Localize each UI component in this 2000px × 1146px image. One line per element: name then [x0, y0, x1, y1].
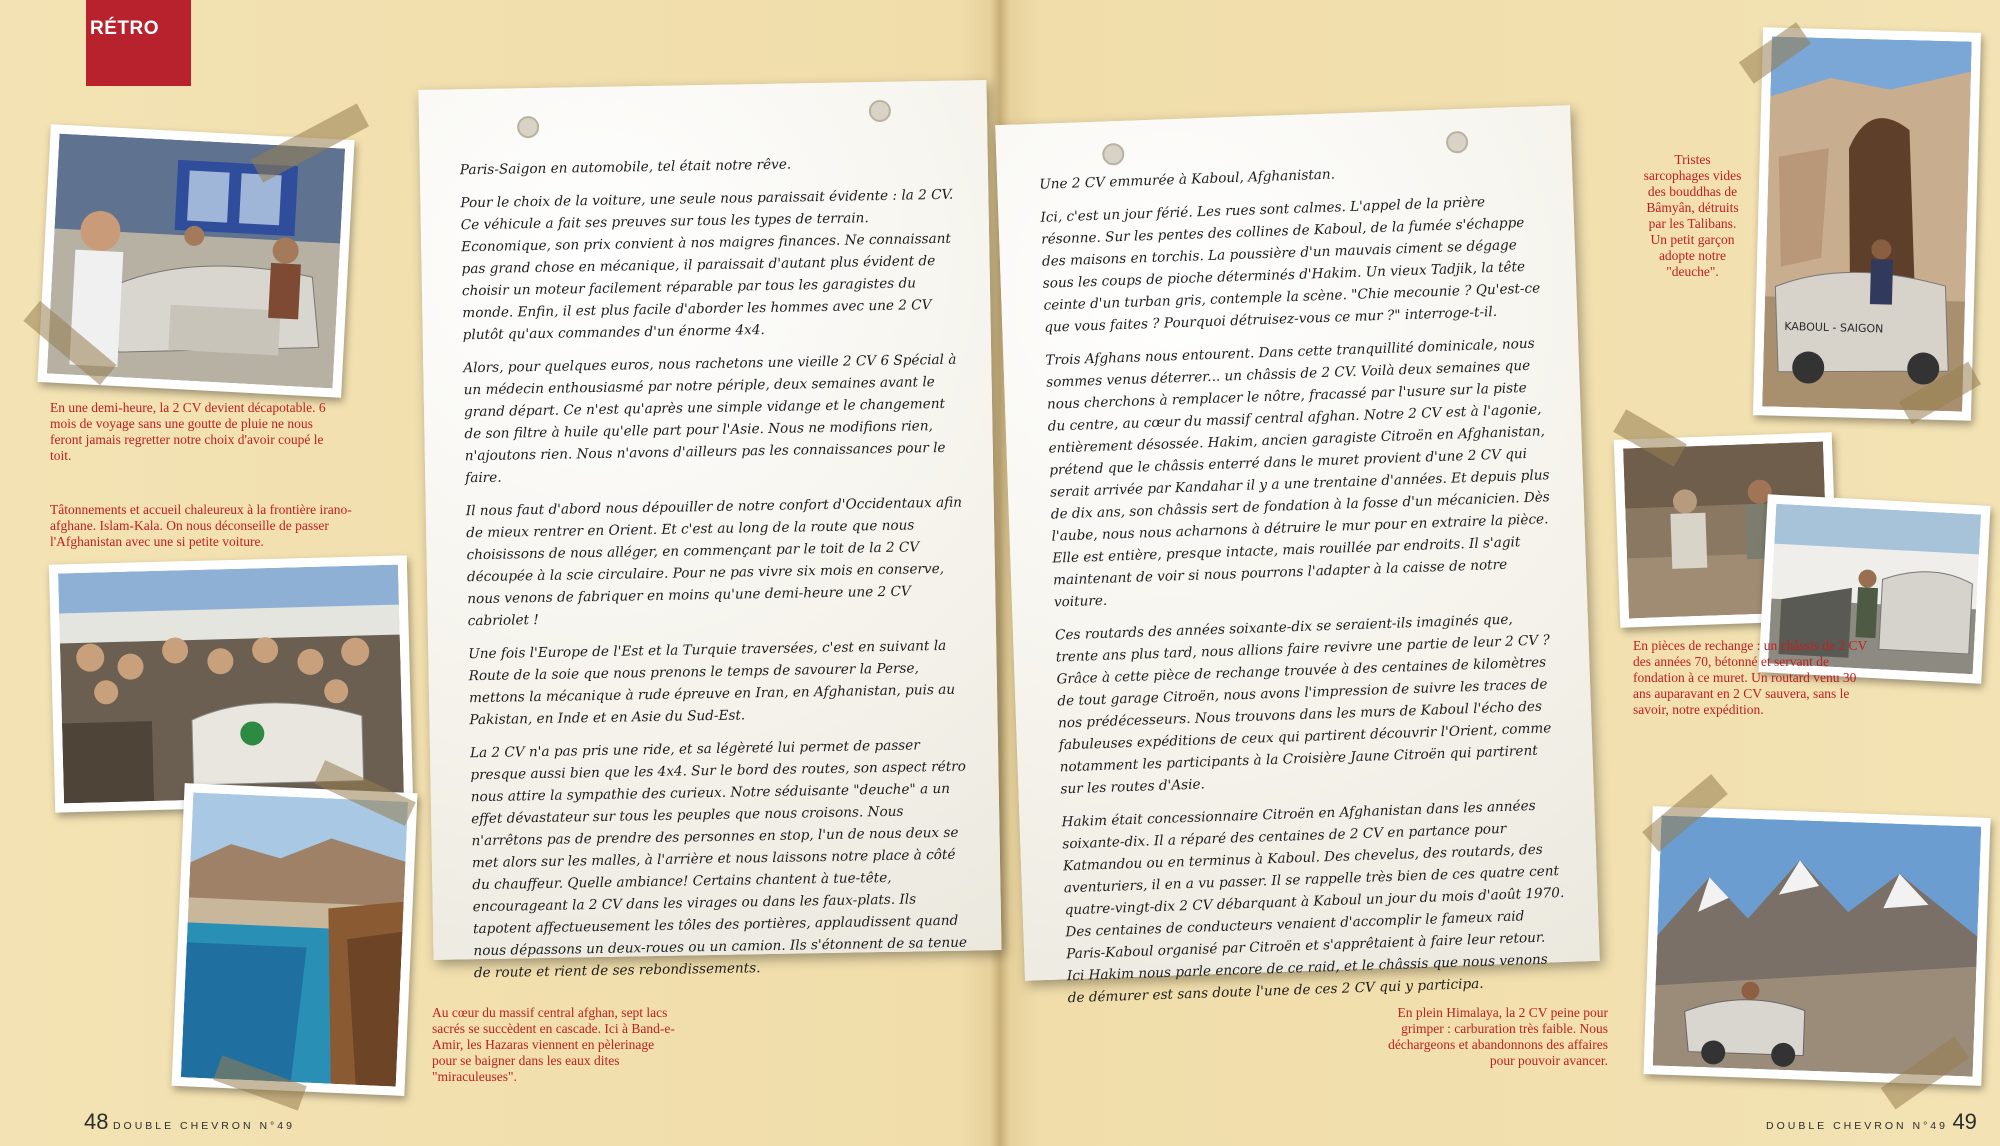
- plate-text: KABOUL - SAIGON: [1784, 319, 1884, 336]
- photo-band-e-amir: [172, 783, 418, 1096]
- caption-bamiyan: Tristes sarcophages vides des bouddhas de Bâmyân, détruits par les Talibans. Un petit garçon adopte notre "deuche".: [1643, 152, 1742, 279]
- photo-bamiyan: [1753, 27, 1981, 421]
- letter-sheet-left: [418, 80, 1001, 982]
- page-number-right: 49: [1952, 1109, 1977, 1134]
- paragraph: Hakim était concessionnaire Citroën en Afghanistan dans les années soixante-dix. Il a réparé des centaines de 2 CV en partance pour Katmandou ou en terminus à Kaboul. Des chevelus, des routards, des aventuriers, il en a vu passer. Il se rappelle très bien de ces quatre cent quatre-vingt-dix 2 CV débarquant à Kaboul un jour du mois d'août 1970. Des centaines de conducteurs venaient d'accomplir le fameux raid Paris-Kaboul organisé par Citroën et s'apprêtaient à faire leur retour. Ici Hakim nous parle encore de ce raid, et le châssis que nous venons de démurer est sans doute l'une de ces 2 CV qui y participa.: [1061, 797, 1565, 1007]
- bamiyan-image: [1762, 36, 1972, 411]
- caption-border: Tâtonnements et accueil chaleureux à la frontière irano-afghane. Islam-Kala. On nous déconseille de passer l'Afghanistan avec une si petite voiture.: [50, 502, 352, 549]
- paragraph: Paris-Saigon en automobile, tel était notre rêve.: [459, 156, 792, 179]
- magazine-name-left: DOUBLE CHEVRON N°49: [112, 1120, 295, 1132]
- paragraph: Ici, c'est un jour férié. Les rues sont calmes. L'appel de la prière résonne. Sur les pentes des collines de Kaboul, de la fumée s'échappe des maisons en torchis. La poussière d'un mauvais ciment se dégage sous les coups de pioche déterminés d'Hakim. Un vieux Tadjik, la tête ceinte d'un turban gris, contemple la scène. "Chie mecounie ? Qu'est-ce que vous faites ? Pourquoi détruisez-vous ce mur ?" interroge-t-il.: [1040, 194, 1541, 336]
- letter-sheet-right: [995, 105, 1600, 1007]
- magazine-name-right: DOUBLE CHEVRON N°49: [1766, 1120, 1948, 1132]
- binder-hole: [517, 116, 539, 138]
- paragraph: La 2 CV n'a pas pris une ride, et sa légèreté lui permet de passer presque aussi bien que les 4x4. Sur le bord des routes, son aspect rétro nous attire la sympathie des curieux. Notre séduisante "deuche" a un effet dévastateur sur tous les peuples que nous croisons. Nous n'arrêtons pas de prendre des personnes en stop, l'un de nous deux se met alors sur les malles, à l'arrière et nous laissons notre place à côté du chauffeur. Quelle ambiance! Certains chantent à tue-tête, encourageant la 2 CV dans les virages ou dans les faux-plats. Ils tapotent affectueusement les tôles des portières, applaudissent quand nous dépassons un deux-roues ou un camion. Ils s'étonnent de sa tenue de route et rient de ses rebondissements.: [469, 737, 968, 982]
- caption-top-car: En une demi-heure, la 2 CV devient décapotable. 6 mois de voyage sans une goutte de pluie ne nous feront jamais regretter notre choix d'avoir coupé le toit.: [50, 400, 326, 463]
- caption-lakes: Au cœur du massif central afghan, sept lacs sacrés se succèdent en cascade. Ici à Band-e-Amir, les Hazaras viennent en pèlerinage pour se baigner dans les eaux dites "miraculeuses".: [432, 1005, 675, 1084]
- right-sheet-text: [1039, 156, 1568, 1020]
- himalaya-image: [1653, 815, 1982, 1076]
- caption-himalaya: En plein Himalaya, la 2 CV peine pour grimper : carburation très faible. Nous déchargeons et abandonnons des affaires pour pouvoir avancer.: [1388, 1005, 1608, 1068]
- photo-border-crowd: [49, 555, 413, 812]
- border-crowd-image: [58, 565, 404, 804]
- binder-hole: [1446, 131, 1469, 154]
- paragraph: Une 2 CV emmurée à Kaboul, Afghanistan.: [1039, 166, 1336, 193]
- paragraph: Ces routards des années soixante-dix se seraient-ils imaginés que, trente ans plus tard, nous allions faire revivre une partie de leur 2 CV ? Grâce à cette pièce de rechange trouvée à des centaines de kilomètres de tout garage Citroën, nous avons l'impression de suivre les traces de nos prédécesseurs. Nous trouvons dans les murs de Kaboul l'écho des fabuleuses expéditions de ceux qui partirent découvrir l'Orient, comme notamment les participants à la Croisière Jaune Citroën qui partirent sur les routes d'Asie.: [1054, 611, 1552, 798]
- binder-hole: [1102, 143, 1125, 166]
- section-tab: [86, 0, 191, 86]
- band-e-amir-image: [181, 792, 408, 1086]
- paragraph: Pour le choix de la voiture, une seule nous paraissait évidente : la 2 CV. Ce véhicule a fait ses preuves sur tous les types de terrain. Economique, son prix convient à nos maigres finances. Ne connaissant pas grand chose en mécanique, il paraissait d'autant plus évident de choisir un moteur facilement réparable par tous les garagistes du monde. Enfin, il est plus facile d'aborder les hommes avec une 2 CV plutôt qu'aux commandes d'un énorme 4x4.: [460, 186, 954, 344]
- binder-hole: [869, 100, 891, 122]
- paragraph: Trois Afghans nous entourent. Dans cette tranquillité dominicale, nous sommes venus déterrer... un châssis de 2 CV. Voilà deux semaines que nous cherchons à remplacer le nôtre, fracassé par l'usure sur la piste du centre, au cœur du massif central afghan. Notre 2 CV est à l'agonie, entièrement désossée. Hakim, ancien garagiste Citroën en Afghanistan, prétend que le châssis enterré dans le muret provient d'une 2 CV qui serait arrivée par Kandahar il y a une trentaine d'années. Et depuis plus de dix ans, son châssis sert de fondation à la fosse d'un mécanicien. Dès l'aube, nous nous acharnons à détruire le mur pour en extraire la pièce. Elle est entière, presque intacte, mais rouillée par endroits. Il s'agit maintenant de voir si nous pourrons l'adapter à la caisse de notre voiture.: [1045, 335, 1551, 611]
- paragraph: Il nous faut d'abord nous dépouiller de notre confort d'Occidentaux afin de mieux rentrer en Orient. Et c'est au long de la route que nous choisissons de nous alléger, en commençant par le toit de la 2 CV découpée à la scie circulaire. Pour ne pas vivre six mois en conserve, nous venons de fabriquer en moins qu'une demi-heure une 2 CV cabriolet !: [465, 494, 963, 630]
- folio-left: [84, 1109, 295, 1135]
- folio-right: [1766, 1109, 1977, 1135]
- section-label: RÉTRO: [90, 18, 159, 39]
- paragraph: Alors, pour quelques euros, nous rachetons une vieille 2 CV 6 Spécial à un médecin enthousiasmé par notre périple, deux semaines avant le grand départ. Ce n'est qu'après une simple vidange et le changement de son filtre à huile qu'elle part pour l'Asie. Nous ne modifions rien, n'ajoutons rien. Nous n'avons d'ailleurs pas les connaissances pour le faire.: [463, 351, 957, 487]
- caption-chassis: En pièces de rechange : un châssis de 2 CV des années 70, bétonné et servant de fondation à ce muret. Un routard venu 30 ans auparavant en 2 CV sauvera, sans le savoir, notre expédition.: [1633, 638, 1868, 717]
- photo-himalaya: [1643, 806, 1990, 1086]
- page-number-left: 48: [84, 1109, 109, 1134]
- paragraph: Une fois l'Europe de l'Est et la Turquie traversées, c'est en suivant la Route de la soie que nous prenons le temps de savourer la Perse, mettons la mécanique à rude épreuve en Iran, en Afghanistan, puis au Pakistan, en Inde et en Asie du Sud-Est.: [468, 637, 956, 729]
- left-sheet-text: [460, 151, 975, 996]
